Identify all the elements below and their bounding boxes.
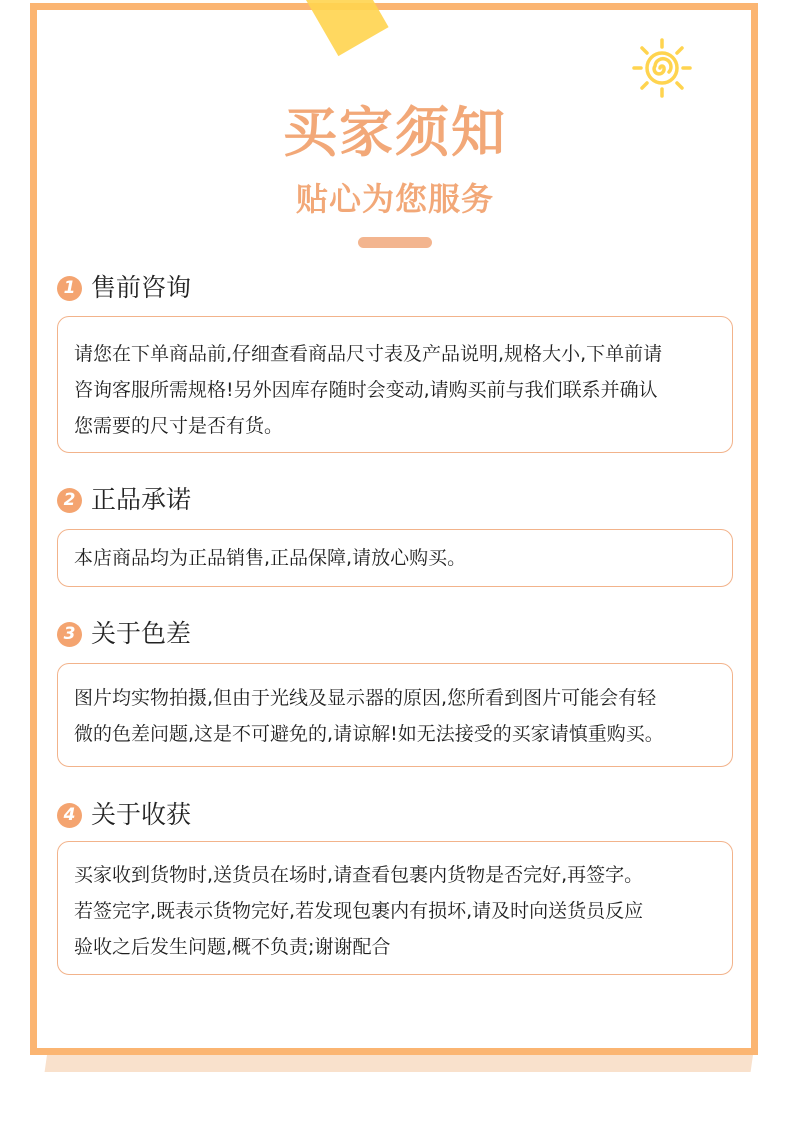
section-4-line-3: 验收之后发生问题,概不负责;谢谢配合 [74,936,391,958]
number-badge-2: 2 [57,488,82,513]
page-title: 买家须知 [283,101,507,164]
number-badge-1: 1 [57,276,82,301]
section-2-box [57,529,733,587]
section-2-title: 正品承诺 [91,485,192,514]
section-3-title: 关于色差 [91,619,192,648]
page-subtitle: 贴心为您服务 [295,180,494,218]
sun-icon [626,32,698,104]
section-1-line-2: 咨询客服所需规格!另外因库存随时会变动,请购买前与我们联系并确认 [74,379,658,401]
section-3-line-2: 微的色差问题,这是不可避免的,请谅解!如无法接受的买家请慎重购买。 [74,723,664,745]
section-2-header [57,482,191,518]
number-badge-3: 3 [57,622,82,647]
section-4-title: 关于收获 [91,800,192,829]
section-3-box [57,663,733,767]
section-4-box [57,841,733,975]
section-1-title: 售前咨询 [91,273,192,302]
section-1-line-1: 请您在下单商品前,仔细查看商品尺寸表及产品说明,规格大小,下单前请 [74,343,663,365]
section-1-box [57,316,733,453]
section-3-line-1: 图片均实物拍摄,但由于光线及显示器的原因,您所看到图片可能会有轻 [74,687,657,709]
section-1-line-3: 您需要的尺寸是否有货。 [74,415,284,437]
card-shadow [45,1052,754,1072]
section-3-header [57,616,191,652]
section-4-line-2: 若签完字,既表示货物完好,若发现包裹内有损坏,请及时向送货员反应 [74,900,644,922]
section-4-header [57,797,191,833]
section-1-header [57,270,191,306]
section-2-line-1: 本店商品均为正品销售,正品保障,请放心购买。 [74,547,467,569]
section-4-line-1: 买家收到货物时,送货员在场时,请查看包裹内货物是否完好,再签字。 [74,864,644,886]
number-badge-4: 4 [57,803,82,828]
title-underline [358,237,432,248]
